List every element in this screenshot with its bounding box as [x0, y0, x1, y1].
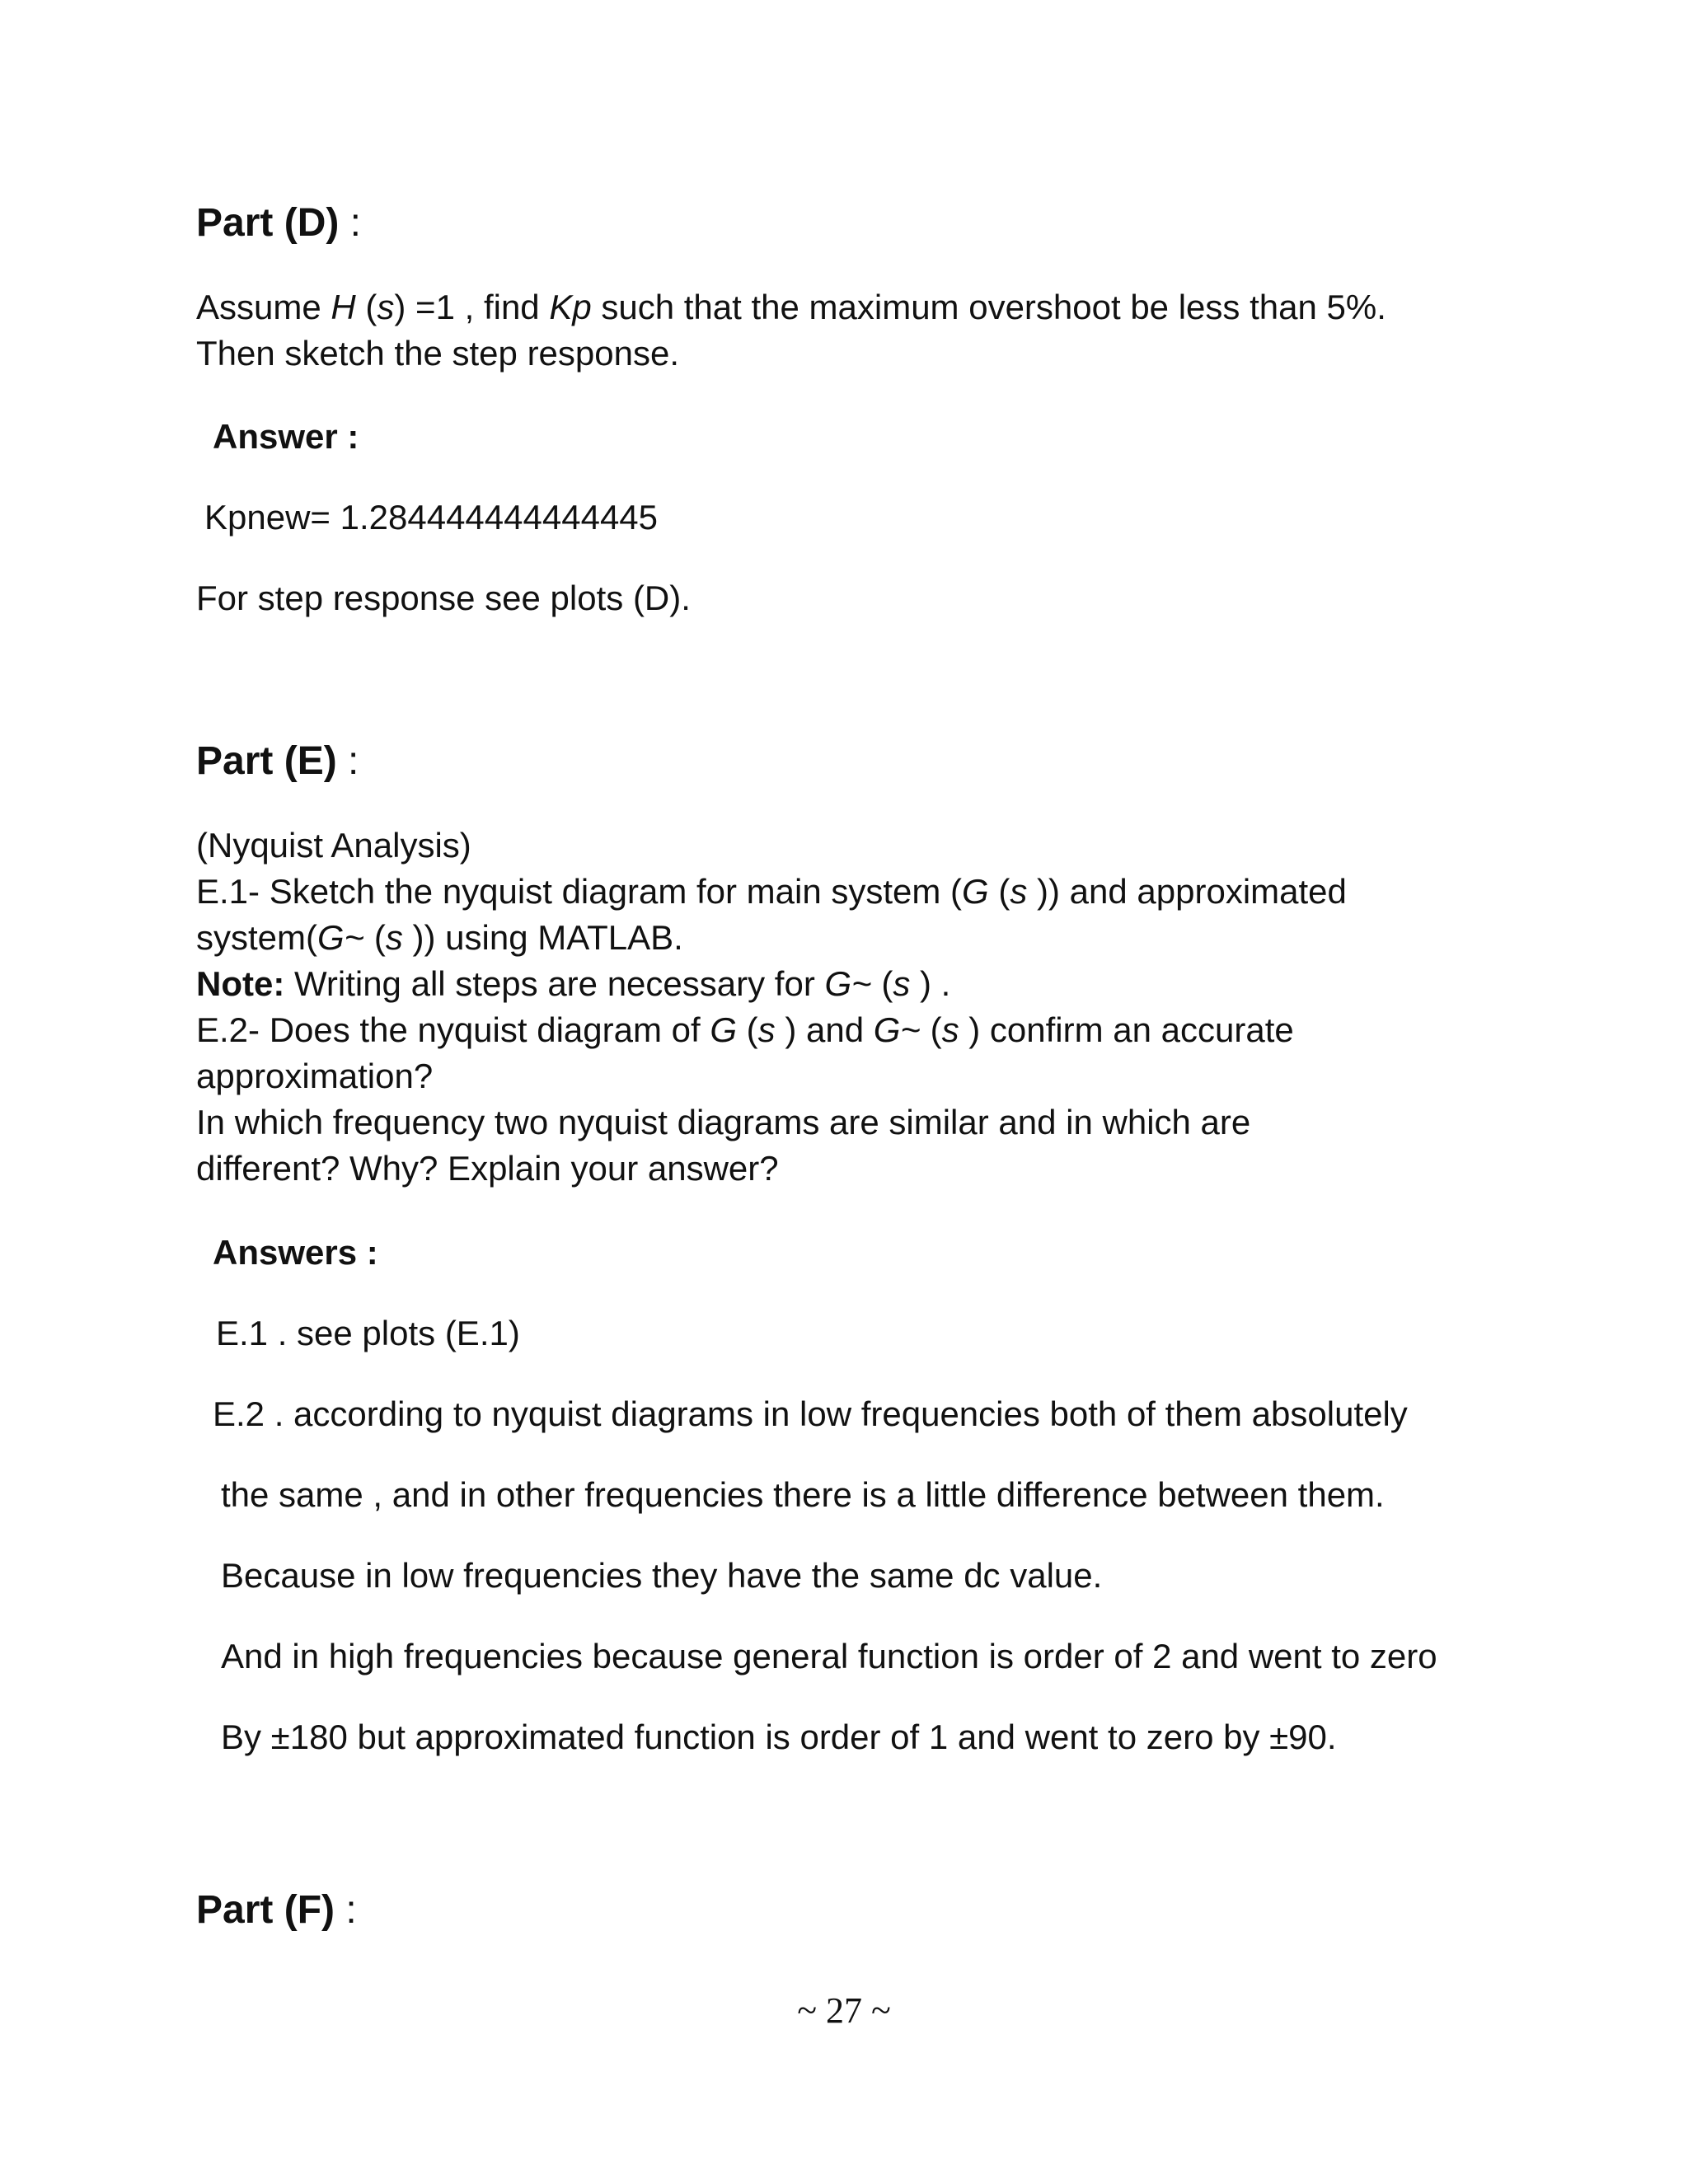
part-e-line-5 — [196, 1007, 1294, 1053]
symbol-s: s — [893, 964, 911, 1003]
part-f-colon: : — [335, 1888, 357, 1932]
part-d-kp-result: Kpnew= 1.284444444444445 — [204, 498, 659, 537]
part-e-title: Part (E) — [196, 739, 337, 783]
text: ( — [737, 1010, 758, 1049]
symbol-G-tilde: G~ — [317, 918, 365, 957]
symbol-s: s — [757, 1010, 776, 1049]
text: Writing all steps are necessary for — [284, 964, 825, 1003]
text: ( — [364, 918, 386, 957]
text: ) confirm an accurate — [959, 1010, 1294, 1049]
part-e-line-6: approximation? — [196, 1057, 434, 1095]
part-f-heading — [196, 1887, 357, 1933]
part-e-answers-label: Answers : — [213, 1233, 378, 1272]
part-e-line-8: different? Why? Explain your answer? — [196, 1149, 779, 1188]
part-d-heading — [196, 200, 361, 246]
part-f-title: Part (F) — [196, 1888, 335, 1932]
part-e-colon: : — [336, 739, 359, 783]
part-e-heading — [196, 738, 359, 785]
part-e-answer-2: E.2 . according to nyquist diagrams in low frequencies both of them absolutely — [213, 1394, 1408, 1433]
symbol-G: G — [710, 1010, 737, 1049]
symbol-s: s — [377, 288, 395, 326]
part-e-answer-3: the same , and in other frequencies there is a little difference between them. — [221, 1475, 1385, 1514]
page-number: ~ 27 ~ — [797, 1990, 891, 2031]
symbol-G-tilde: G~ — [873, 1010, 921, 1049]
text: ( — [355, 288, 377, 326]
symbol-s: s — [1010, 872, 1028, 911]
symbol-s: s — [941, 1010, 959, 1049]
text: ) . — [910, 964, 951, 1003]
symbol-G-tilde: G~ — [824, 964, 872, 1003]
part-e-answer-6: By ±180 but approximated function is order of 1 and went to zero by ±90. — [221, 1718, 1337, 1756]
part-d-colon: : — [339, 201, 362, 245]
note-label: Note: — [196, 964, 285, 1003]
part-e-line-4 — [196, 961, 950, 1007]
symbol-Kp: Kp — [549, 288, 592, 326]
text: )) using MATLAB. — [402, 918, 683, 957]
text: such that the maximum overshoot be less than 5%. — [591, 288, 1386, 326]
part-e-line-1: (Nyquist Analysis) — [196, 826, 471, 865]
text: ( — [871, 964, 893, 1003]
part-d-answer-label: Answer : — [213, 417, 359, 456]
symbol-G: G — [962, 872, 989, 911]
text: system( — [196, 918, 317, 957]
text: ( — [920, 1010, 942, 1049]
part-d-question-line-2: Then sketch the step response. — [196, 334, 680, 373]
symbol-H: H — [331, 288, 356, 326]
part-e-answer-5: And in high frequencies because general function is order of 2 and went to zero — [221, 1637, 1437, 1675]
text: E.1- Sketch the nyquist diagram for main system ( — [196, 872, 963, 911]
symbol-s: s — [385, 918, 403, 957]
part-e-line-3 — [196, 915, 683, 961]
part-e-line-2 — [196, 869, 1347, 915]
part-e-answer-4: Because in low frequencies they have the same dc value. — [221, 1556, 1103, 1595]
part-d-question-line-1 — [196, 284, 1386, 330]
text: ) and — [775, 1010, 874, 1049]
text: )) and approximated — [1027, 872, 1347, 911]
part-d-step-note: For step response see plots (D). — [196, 579, 691, 617]
text: ) =1 , find — [394, 288, 550, 326]
text: Assume — [196, 288, 331, 326]
part-e-answer-1: E.1 . see plots (E.1) — [216, 1314, 520, 1352]
part-d-title: Part (D) — [196, 201, 340, 245]
part-e-line-7: In which frequency two nyquist diagrams are similar and in which are — [196, 1103, 1251, 1141]
text: ( — [988, 872, 1010, 911]
text: E.2- Does the nyquist diagram of — [196, 1010, 710, 1049]
